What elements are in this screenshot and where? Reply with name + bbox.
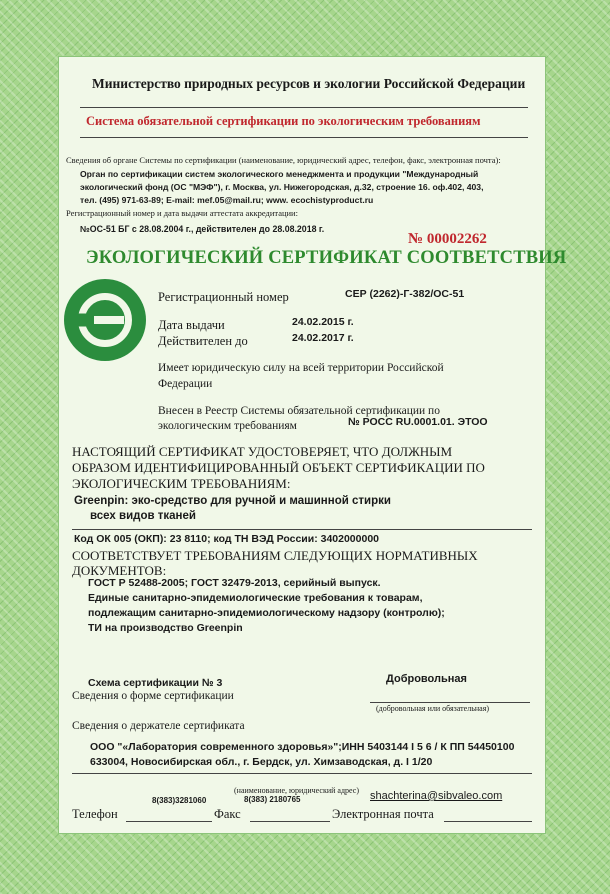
issue-date-label: Дата выдачи (158, 318, 225, 332)
certification-form-caption: (добровольная или обязательная) (376, 704, 490, 713)
eco-certification-mark-icon (64, 279, 146, 361)
form-underline (370, 702, 530, 703)
divider (72, 773, 532, 774)
statement-line-2: ОБРАЗОМ ИДЕНТИФИЦИРОВАННЫЙ ОБЪЕКТ СЕРТИФИКАЦИИ ПО (72, 460, 485, 475)
certificate-number: № 00002262 (408, 231, 487, 247)
organ-caption: Сведения об органе Системы по сертификации (наименование, юридический адрес, телефон, факс, электронная почта): (66, 155, 501, 165)
valid-until-label: Действителен до (158, 334, 248, 348)
holder-line-1: ООО "«Лаборатория современного здоровья»";ИНН 5403144 I 5 6 / К ПП 54450100 (90, 741, 515, 753)
address-caption: (наименование, юридический адрес) (234, 786, 359, 795)
product-name-line-1: Greenpin: эко-средство для ручной и машинной стирки (74, 495, 391, 507)
fax-label: Факс (214, 807, 241, 821)
standard-doc-2: Единые санитарно-эпидемиологические требования к товарам, (88, 592, 423, 604)
legal-force-line-2: Федерации (158, 378, 213, 390)
statement-line-1: НАСТОЯЩИЙ СЕРТИФИКАТ УДОСТОВЕРЯЕТ, ЧТО ДОЛЖНЫМ (72, 444, 453, 459)
registry-line-1: Внесен в Реестр Системы обязательной сертификации по (158, 405, 440, 417)
fax-value: 8(383) 2180765 (244, 795, 301, 804)
issue-date: 24.02.2015 г. (292, 316, 354, 328)
registration-number: СЕР (2262)-Г-382/ОС-51 (345, 288, 465, 300)
registry-number: № РОСС RU.0001.01. ЭТОО (348, 416, 488, 428)
valid-until-date: 24.02.2017 г. (292, 332, 354, 344)
divider (80, 107, 528, 108)
phone-underline (126, 821, 212, 822)
divider (80, 137, 528, 138)
holder-label: Сведения о держателе сертификата (72, 720, 245, 732)
certification-form-label: Сведения о форме сертификации (72, 690, 234, 702)
registry-line-2: экологическим требованиям (158, 420, 297, 432)
registration-label: Регистрационный номер (158, 290, 289, 304)
organ-line-3: тел. (495) 971-63-89; E-mail: mef.05@mail.ru; www. ecochistyproduct.ru (80, 195, 374, 205)
ministry-title: Министерство природных ресурсов и экологии Российской Федерации (92, 76, 526, 91)
certification-form-value: Добровольная (386, 673, 467, 685)
system-title: Система обязательной сертификации по экологическим требованиям (86, 114, 481, 128)
accreditation-caption: Регистрационный номер и дата выдачи аттестата аккредитации: (66, 208, 298, 218)
accreditation-value: №ОС-51 БГ с 28.08.2004 г., действителен до 28.08.2018 г. (80, 224, 325, 234)
fax-underline (250, 821, 330, 822)
standard-doc-3: подлежащим санитарно-эпидемиологическому надзору (контролю); (88, 607, 445, 619)
product-name-line-2: всех видов тканей (90, 510, 196, 522)
email-label: Электронная почта (332, 807, 434, 821)
holder-line-2: 633004, Новосибирская обл., г. Бердск, ул. Химзаводская, д. I 1/20 (90, 756, 433, 768)
organ-line-2: экологический фонд (ОС "МЭФ"), г. Москва, ул. Нижегородская, д.32, строение 16. оф.402, 403, (80, 182, 484, 192)
standard-doc-4: ТИ на производство Greenpin (88, 622, 243, 634)
phone-value: 8(383)3281060 (152, 796, 207, 805)
legal-force-line-1: Имеет юридическую силу на всей территории Российской (158, 362, 444, 374)
email-underline (444, 821, 532, 822)
email-value: shachterina@sibvaleo.com (370, 790, 503, 802)
standard-doc-1: ГОСТ Р 52488-2005; ГОСТ 32479-2013, серийный выпуск. (88, 577, 381, 589)
organ-line-1: Орган по сертификации систем экологического менеджмента и продукции "Международный (80, 169, 479, 179)
conformity-line-2: ДОКУМЕНТОВ: (72, 563, 167, 578)
product-codes: Код ОК 005 (ОКП): 23 8110; код ТН ВЭД России: 3402000000 (74, 533, 380, 545)
statement-line-3: ЭКОЛОГИЧЕСКИМ ТРЕБОВАНИЯМ: (72, 476, 291, 491)
conformity-line-1: СООТВЕТСТВУЕТ ТРЕБОВАНИЯМ СЛЕДУЮЩИХ НОРМАТИВНЫХ (72, 548, 478, 563)
certificate-title: ЭКОЛОГИЧЕСКИЙ СЕРТИФИКАТ СООТВЕТСТВИЯ (86, 248, 567, 268)
phone-label: Телефон (72, 807, 118, 821)
divider (72, 529, 532, 530)
certification-scheme: Схема сертификации № 3 (88, 677, 223, 689)
